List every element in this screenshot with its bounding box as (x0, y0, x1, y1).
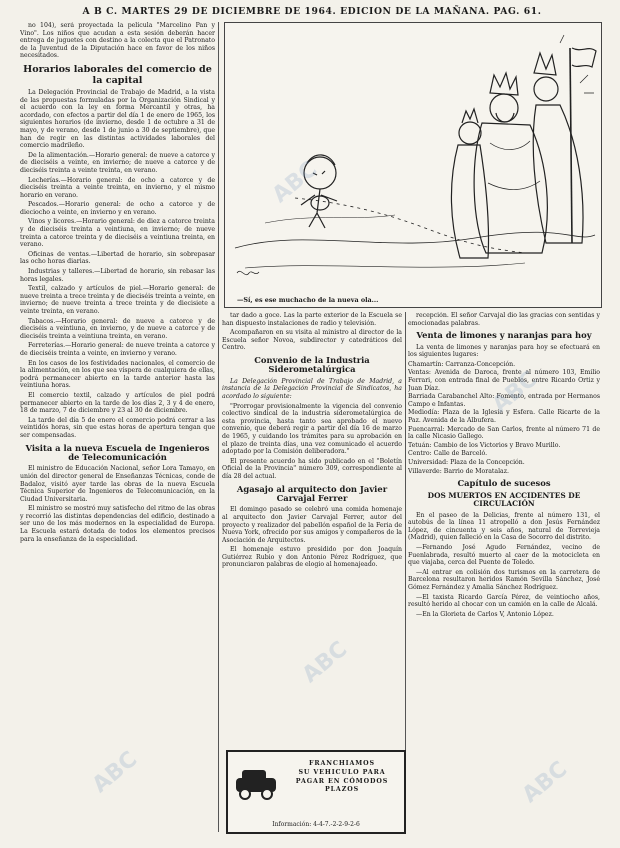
paragraph: El ministro de Educación Nacional, señor Lora Tamayo, en unión del director general de Enseñanzas Técnicas, conde de Badaloz, visitó ayer tarde las obras de la nueva Escuela Técnica Superior de Ingenieros de Telecomunicación, en la Ciudad Universitaria. (20, 465, 215, 503)
paragraph: Acompañaron en su visita al ministro al director de la Escuela señor Novoa, subdirector y catedráticos del Centro. (222, 329, 402, 352)
list-item: Villaverde: Barrio de Moratalaz. (408, 467, 509, 475)
list-item: Centro: Calle de Barceló. (408, 450, 488, 458)
paragraph: De la alimentación.—Horario general: de nueve a catorce y de dieciséis a veinte, en invierno; de nueve a catorce y de dieciséis treinta a veinte treinta, en verano. (20, 151, 215, 174)
ad-line: FRANCHIAMOS (308, 760, 376, 767)
list-item: Barriada Carabanchel Alto: Fomento, entrada por Hermanos Campo e Infantas. (408, 393, 600, 408)
abc-watermark: ABC (517, 756, 573, 809)
paragraph: Textil, calzado y artículos de piel.—Horario general: de nueve treinta a trece treinta y de dieciséis treinta a veinte, en invierno; de nueve treinta a trece treinta y de diecisiete a veinte treinta, en verano. (20, 285, 215, 315)
paragraph: Industrias y talleres.—Libertad de horario, sin rebasar las horas legales. (20, 268, 215, 283)
headline-siderometalurgica: Convenio de la Industria Siderometalúrgica (254, 354, 370, 375)
paragraph: Oficinas de ventas.—Libertad de horario, sin sobrepasar las ocho horas diarias. (20, 250, 215, 266)
article-horarios-body (20, 89, 215, 440)
column-middle (222, 312, 402, 822)
subheadline-accidentes: DOS MUERTOS EN ACCIDENTES DE CIRCULACIÓN (427, 490, 581, 509)
list-item: Fuencarral: Mercado de San Carlos, frente al número 71 de la calle Nicasio Gallego. (408, 425, 600, 441)
abc-watermark: ABC (487, 366, 543, 419)
paragraph: "Prorrogar provisionalmente la vigencia del convenio colectivo sindical de la industria siderometalúrgica de esta provincia, hasta tanto sea aprobado el nuevo convenio, que deberá regir a partir del día 16 de marzo de 1965, y cuidando los trámites para su aprobación en el plazo de treinta días, una vez comunicado el acuerdo adoptado por la Comisión deliberadora." (222, 402, 402, 456)
paragraph: —Al entrar en colisión dos turismos en la carretera de Barcelona resultaron heridos Ramón Sevilla Sánchez, José Gómez Fernández y Amalia Sánchez Rodríguez. (408, 568, 600, 592)
paragraph: El comercio textil, calzado y artículos de piel podrá permanecer abierto en la tarde de los días 2, 3 y 4 de enero, 18 de marzo, 7 de diciembre y 23 al 30 de diciembre. (20, 391, 215, 415)
article-continuation: recepción. El señor Carvajal dio las gracias con sentidas y emocionadas palabras. (408, 312, 600, 327)
ad-line: SU VEHICULO PARA (298, 768, 386, 776)
headline-telecomunicacion: Visita a la nueva Escuela de Ingenieros de Telecomunicación (25, 442, 210, 462)
paragraph: Lecherías.—Horario general: de ocho a catorce y de dieciséis treinta a veinte treinta, en invierno, y el mismo horario en verano. (20, 176, 215, 199)
ad-footer: Información: 4-4-7.-2-2-9-2-6 (272, 821, 360, 828)
paragraph: —El taxista Ricardo García Pérez, de veintiocho años, resultó herido al chocar con un camión en la calle de Alcalá. (408, 593, 600, 609)
list-item: Chamartín: Carranza-Concepción. (408, 360, 516, 368)
ad-line: PLAZOS (324, 786, 360, 794)
headline-agasajo: Agasajo al arquitecto don Javier Carvajal Ferrer (236, 483, 388, 503)
paragraph: El domingo pasado se celebró una comida homenaje al arquitecto don Javier Carvajal Ferrer, autor del proyecto y realizador del pabellón español de la Feria de Nueva York, ofrecido por sus amigos y compañeros de la Asociación de Arquitectos. (222, 506, 402, 544)
cartoon-caption: —Sí, es ese muchacho de la nueva ola... (237, 296, 379, 304)
paragraph: Vinos y licores.—Horario general: de diez a catorce treinta y de dieciséis treinta a veintiuna, en invierno; de nueve treinta a catorce treinta y de dieciséis a veintiuna treinta, en verano. (20, 218, 215, 249)
paragraph: —En la Glorieta de Carlos V, Antonio López. (416, 610, 554, 618)
column-divider (218, 22, 219, 832)
advertisement-box (226, 750, 406, 834)
cartoon-illustration (224, 22, 602, 308)
list-item: Tetuán: Cambio de los Victorios y Bravo Murillo. (408, 441, 561, 449)
list-item: Mediodía: Plaza de la Iglesia y Esfera. Calle Ricarte de la Paz. Avenida de la Albufera. (408, 409, 600, 424)
cartoon-drawing (225, 23, 601, 293)
headline-sucesos: Capítulo de sucesos (457, 478, 551, 489)
headline-horarios: Horarios laborales del comercio de la capital (23, 63, 212, 86)
ad-line: PAGAR EN CÓMODOS (295, 777, 389, 785)
paragraph: La Delegación Provincial de Trabajo de Madrid, a instancia de la Delegación Provincial de Sindicatos, ha acordado lo siguiente: (222, 377, 402, 400)
car-key-icon (234, 762, 280, 802)
paragraph: En los casos de los festividades nacionales, el comercio de la alimentación, en los que sea víspera de cualquiera de ellas, podrá permanecer abierto en la tarde anterior hasta las veintiuna horas. (20, 359, 215, 390)
paragraph: El ministro se mostró muy satisfecho del ritmo de las obras y recorrió las distintas dependencias del edificio, destinado a ser uno de los más modernos en la especialidad de Europa. La Escuela estará dotada de todos los elementos precisos para la enseñanza de la especialidad. (20, 505, 215, 543)
abc-watermark: ABC (267, 156, 323, 209)
paragraph: Pescados.—Horario general: de ocho a catorce y de dieciocho a veinte, en invierno y en verano. (20, 201, 215, 216)
list-item: Ventas: Avenida de Daroca, frente al número 103, Emilio Ferrari, con entrada final de Pueblos, entre Ricardo Ortiz y Juan Díaz. (408, 369, 600, 392)
column-left (20, 22, 215, 842)
paragraph: —Fernando José Agudo Fernández, vecino de Fuenlabrada, resultó muerto al caer de la motocicleta en que viajaba, cerca del Puente de Toledo. (408, 544, 600, 567)
ad-text (286, 760, 398, 795)
article-continuation: tar dado a goce. Las la parte exterior de la Escuela se han dispuesto instalaciones de radio y televisión. (222, 312, 402, 327)
paragraph: La venta de limones y naranjas para hoy se efectuará en los siguientes lugares: (408, 343, 600, 359)
list-item: Universidad: Plaza de la Concepción. (408, 458, 525, 466)
paragraph: El presente acuerdo ha sido publicado en el "Boletín Oficial de la Provincia" número 309, correspondiente al día 28 del actual. (222, 457, 402, 480)
abc-watermark: ABC (297, 636, 353, 689)
paragraph: La tarde del día 5 de enero el comercio podrá cerrar a las veintidós horas, sin que estas horas de apertura tengan que ser compensadas. (20, 416, 215, 439)
paragraph: En el paseo de la Delicias, frente al número 131, el autobús de la línea 11 atropelló a don Jesús Fernández López, de cincuenta y seis años, natural de Torrevieja (Madrid), quien falleció en la Casa de Socorro del distrito. (408, 511, 600, 542)
paragraph: La Delegación Provincial de Trabajo de Madrid, a la vista de las propuestas formuladas por la Organización Sindical y el acuerdo con la ley en forma Mercantil y otras, ha acordado, con efectos a partir del día 1 de enero de 1965, los siguientes horarios (de invierno, desde 1 de octubre a 31 de mayo, y de verano, desde 1 de junio a 30 de septiembre), que han de regir en las distintas actividades laborales del comercio madrileño. (20, 88, 215, 150)
article-continuation: no 104), será proyectada la película "Marcelino Pan y Vino". Los niños que acudan a esta sesión deberán hacer entrega de juguetes con destino a la colecta que el Patronato de la Juventud de la Diputación hace en favor de los niños necesitados. (20, 22, 215, 60)
paragraph: El homenaje estuvo presidido por don Joaquín Gutiérrez Rubio y don Antonio Pérez Rodríguez, que pronunciaron palabras de elogio al homenajeado. (222, 546, 402, 569)
paragraph: Ferreterías.—Horario general: de nueve treinta a catorce y de dieciséis treinta a veinte, en invierno y verano. (20, 342, 215, 357)
paragraph: Tabacos.—Horario general: de nueve a catorce y de dieciséis a veintiuna, en invierno, y de nueve a catorce y de dieciséis treinta a veintiuna treinta, en verano. (20, 317, 215, 340)
page-header: A B C. MARTES 29 DE DICIEMBRE DE 1964. EDICION DE LA MAÑANA. PAG. 61. (82, 6, 542, 17)
abc-watermark: ABC (87, 746, 143, 799)
headline-limones-naranjas: Venta de limones y naranjas para hoy (416, 330, 592, 341)
